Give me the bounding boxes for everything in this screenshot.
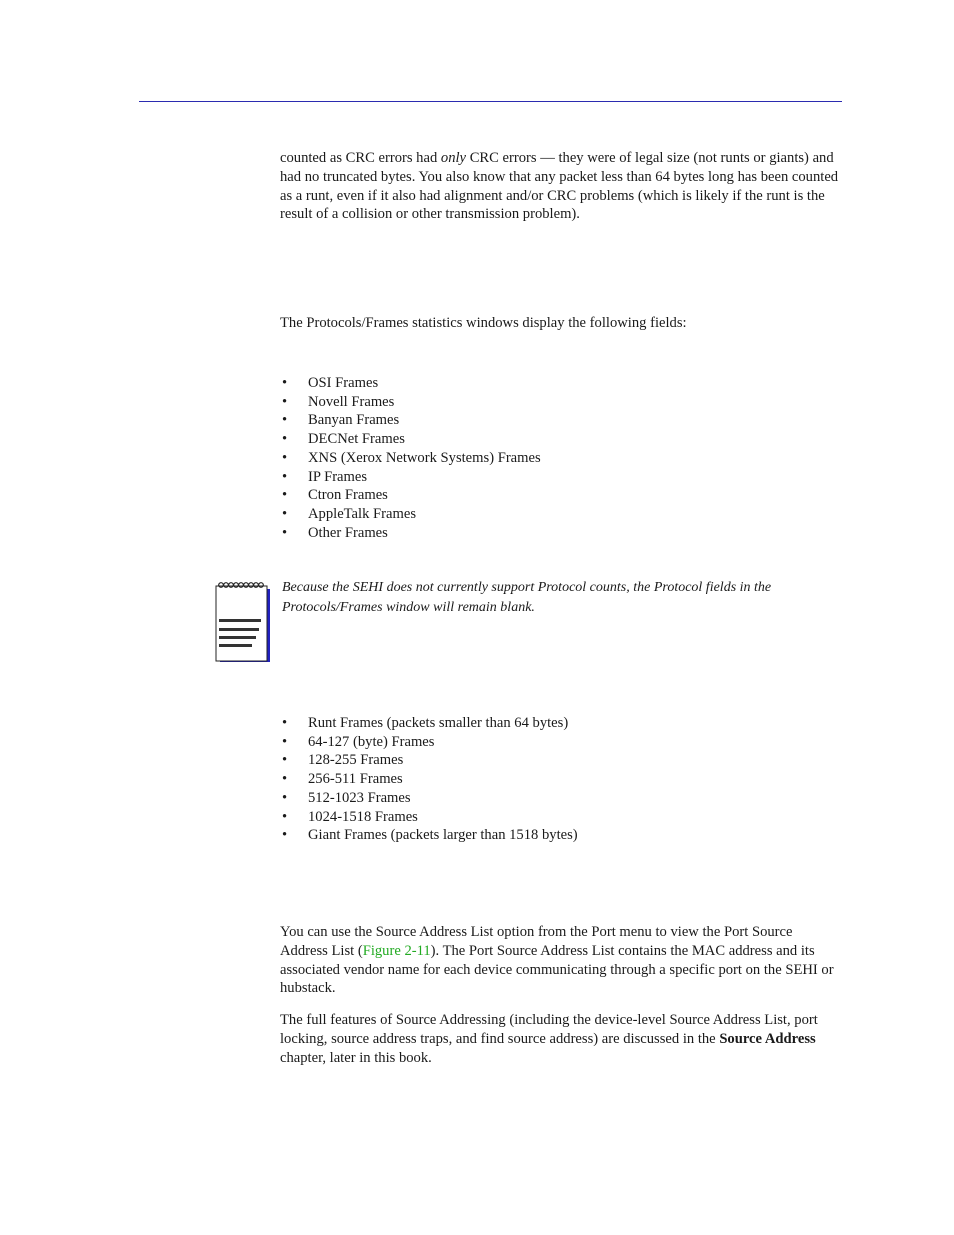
list-item: • Giant Frames (packets larger than 1518 bytes): [280, 826, 578, 845]
list-item: • DECNet Frames: [280, 430, 541, 449]
list-item: • Ctron Frames: [280, 486, 541, 505]
list-item: • 64-127 (byte) Frames: [280, 733, 578, 752]
sal2-text-b: chapter, later in this book.: [280, 1049, 432, 1066]
source-address-paragraph-1: [280, 923, 842, 998]
protocol-list: [280, 374, 541, 542]
list-item: • Novell Frames: [280, 393, 541, 412]
list-item: • Runt Frames (packets smaller than 64 bytes): [280, 714, 578, 733]
list-item: • XNS (Xerox Network Systems) Frames: [280, 449, 541, 468]
protocols-intro: The Protocols/Frames statistics windows display the following fields:: [280, 315, 687, 331]
list-item: • 256-511 Frames: [280, 770, 578, 789]
list-item: • Banyan Frames: [280, 411, 541, 430]
list-item: • 1024-1518 Frames: [280, 808, 578, 827]
sal-text-a: You can use the Source Address List option from the Port menu to view the Port Source Address List (: [280, 924, 793, 959]
intro-paragraph: [280, 149, 842, 224]
sal2-text-a: The full features of Source Addressing (including the device-level Source Address List, port locking, source address traps, and find source address) are discussed in the: [280, 1012, 818, 1047]
sal2-bold: Source Address: [719, 1030, 816, 1047]
source-address-paragraph-2: [280, 1011, 842, 1067]
header-rule: [139, 101, 842, 102]
intro-text-b: CRC errors — they were of legal size (not runts or giants) and had no truncated bytes. You also know that any packet less than 64 bytes long has been counted as a runt, even if it also had alignment and/or CRC problems (which is likely if the runt is the result of a collision or other transmission problem).: [280, 150, 839, 223]
note-text: Because the SEHI does not currently support Protocol counts, the Protocol fields in the Protocols/Frames window will remain blank.: [282, 580, 772, 615]
frame-size-list: [280, 714, 578, 845]
note-icon: [214, 580, 272, 664]
intro-emphasis: only: [440, 150, 467, 166]
figure-link[interactable]: Figure 2-11: [362, 942, 431, 959]
list-item: • 128-255 Frames: [280, 751, 578, 770]
list-item: • Other Frames: [280, 524, 541, 543]
intro-text-a: counted as CRC errors had: [280, 150, 441, 166]
list-item: • 512-1023 Frames: [280, 789, 578, 808]
list-item: • AppleTalk Frames: [280, 505, 541, 524]
list-item: • OSI Frames: [280, 374, 541, 393]
list-item: • IP Frames: [280, 468, 541, 487]
sal-text-b: ). The Port Source Address List contains the MAC address and its associated vendor name for each device communicating through a specific port on the SEHI or hubstack.: [280, 942, 834, 997]
